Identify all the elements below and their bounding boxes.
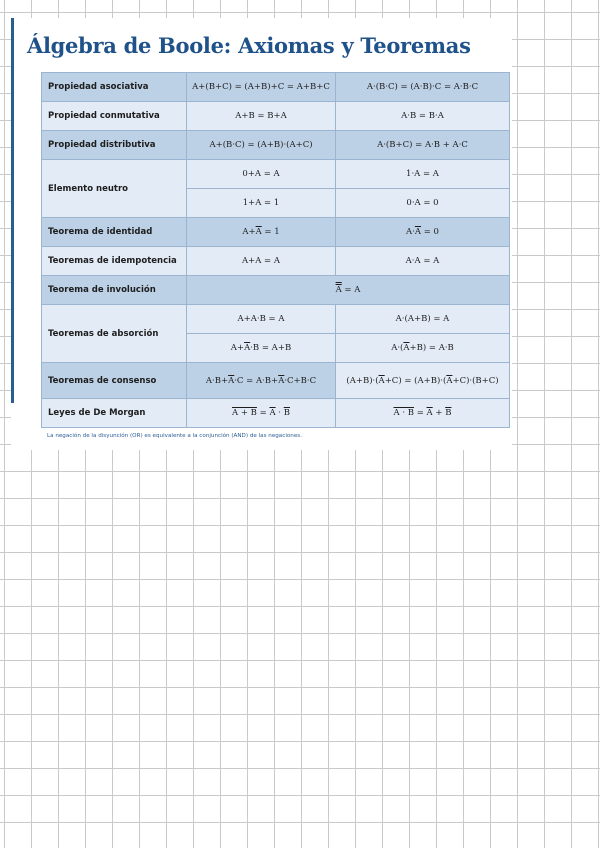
table-row	[42, 276, 510, 305]
title-rest: Axiomas y Teoremas	[231, 33, 471, 58]
expr-part: = 0	[421, 227, 439, 237]
negated-variable: $\overline{B}$	[445, 408, 452, 418]
expr-part: =	[256, 408, 270, 418]
property-label: Elemento neutro	[42, 160, 187, 218]
boolean-laws-table	[41, 72, 510, 428]
or-expression: A+A·B = A	[187, 305, 336, 334]
or-expression	[187, 218, 336, 247]
table-row	[42, 102, 510, 131]
or-expression	[187, 334, 336, 363]
expr-part: A·(	[391, 343, 404, 353]
or-expression	[187, 363, 336, 399]
negated-expression: A · B	[393, 408, 415, 418]
and-expression: A·(A+B) = A	[336, 305, 510, 334]
or-expression: A+B = B+A	[187, 102, 336, 131]
expr-part: A+	[230, 343, 245, 353]
and-expression: 1·A = A	[336, 160, 510, 189]
negated-variable: $\overline{A}$	[426, 408, 433, 418]
expr-part: =	[414, 408, 427, 418]
negated-expression: A + B	[232, 408, 257, 418]
table-row	[42, 73, 510, 102]
expr-part: (A+B)·(	[346, 375, 379, 386]
expr-part: ·C = A·B+	[234, 375, 279, 386]
and-expression: A·(B·C) = (A·B)·C = A·B·C	[336, 73, 510, 102]
table-row	[42, 131, 510, 160]
property-label: Propiedad conmutativa	[42, 102, 187, 131]
and-expression: 0·A = 0	[336, 189, 510, 218]
negated-variable: $\overline{A}$	[378, 375, 385, 386]
and-expression	[336, 334, 510, 363]
or-expression: A+(B+C) = (A+B)+C = A+B+C	[187, 73, 336, 102]
or-expression	[187, 399, 336, 428]
and-expression: A·B = B·A	[336, 102, 510, 131]
expr-part: +C)·(B+C)	[452, 375, 499, 386]
title-bold: Álgebra de Boole:	[27, 33, 232, 58]
accent-bar	[11, 18, 14, 403]
property-label: Propiedad distributiva	[42, 131, 187, 160]
involution-expression	[187, 276, 510, 305]
expr-part: A+	[242, 227, 256, 237]
negated-variable: $\overline{A}$	[244, 343, 251, 353]
table-row	[42, 305, 510, 334]
or-expression: A+(B·C) = (A+B)·(A+C)	[187, 131, 336, 160]
and-expression	[336, 399, 510, 428]
expr-part: A·B+	[205, 375, 229, 386]
negated-variable: $\overline{A}$	[269, 408, 276, 418]
expr-part: +	[432, 408, 446, 418]
page-title	[27, 33, 471, 58]
or-expression: 0+A = A	[187, 160, 336, 189]
expr-part: ·C+B·C	[284, 375, 317, 386]
property-label: Teoremas de idempotencia	[42, 247, 187, 276]
expr-part: ·	[275, 408, 284, 418]
expr-part: +C) = (A+B)·(	[384, 375, 447, 386]
property-label: Teoremas de consenso	[42, 363, 187, 399]
table-row	[42, 363, 510, 399]
property-label: Teoremas de absorción	[42, 305, 187, 363]
negated-variable: $\overline{A}$	[278, 375, 285, 386]
caption-note: La negación de la disyunción (OR) es equivalente a la conjunción (AND) de las negaciones.	[47, 433, 302, 439]
expr-part: = 1	[261, 227, 280, 237]
or-expression: 1+A = 1	[187, 189, 336, 218]
property-label: Leyes de De Morgan	[42, 399, 187, 428]
expr-part: +B) = A·B	[409, 343, 454, 353]
negated-variable: $\overline{A}$	[255, 227, 262, 237]
expr-part: ·B = A+B	[250, 343, 292, 353]
negated-variable: $\overline{A}$	[446, 375, 453, 386]
table-row	[42, 218, 510, 247]
or-expression: A+A = A	[187, 247, 336, 276]
expr-part: A·	[406, 227, 415, 237]
property-label: Teorema de identidad	[42, 218, 187, 247]
table-row	[42, 160, 510, 189]
table-row	[42, 247, 510, 276]
negated-variable: $\overline{B}$	[283, 408, 290, 418]
property-label: Propiedad asociativa	[42, 73, 187, 102]
and-expression: A·(B+C) = A·B + A·C	[336, 131, 510, 160]
table-row	[42, 399, 510, 428]
double-negated-variable: A	[335, 285, 342, 295]
negated-variable: $\overline{A}$	[414, 227, 422, 237]
and-expression	[336, 218, 510, 247]
negated-variable: $\overline{A}$	[403, 343, 410, 353]
negated-variable: $\overline{A}$	[228, 375, 235, 386]
property-label: Teorema de involución	[42, 276, 187, 305]
expr-part: = A	[341, 285, 361, 295]
and-expression	[336, 363, 510, 399]
and-expression: A·A = A	[336, 247, 510, 276]
